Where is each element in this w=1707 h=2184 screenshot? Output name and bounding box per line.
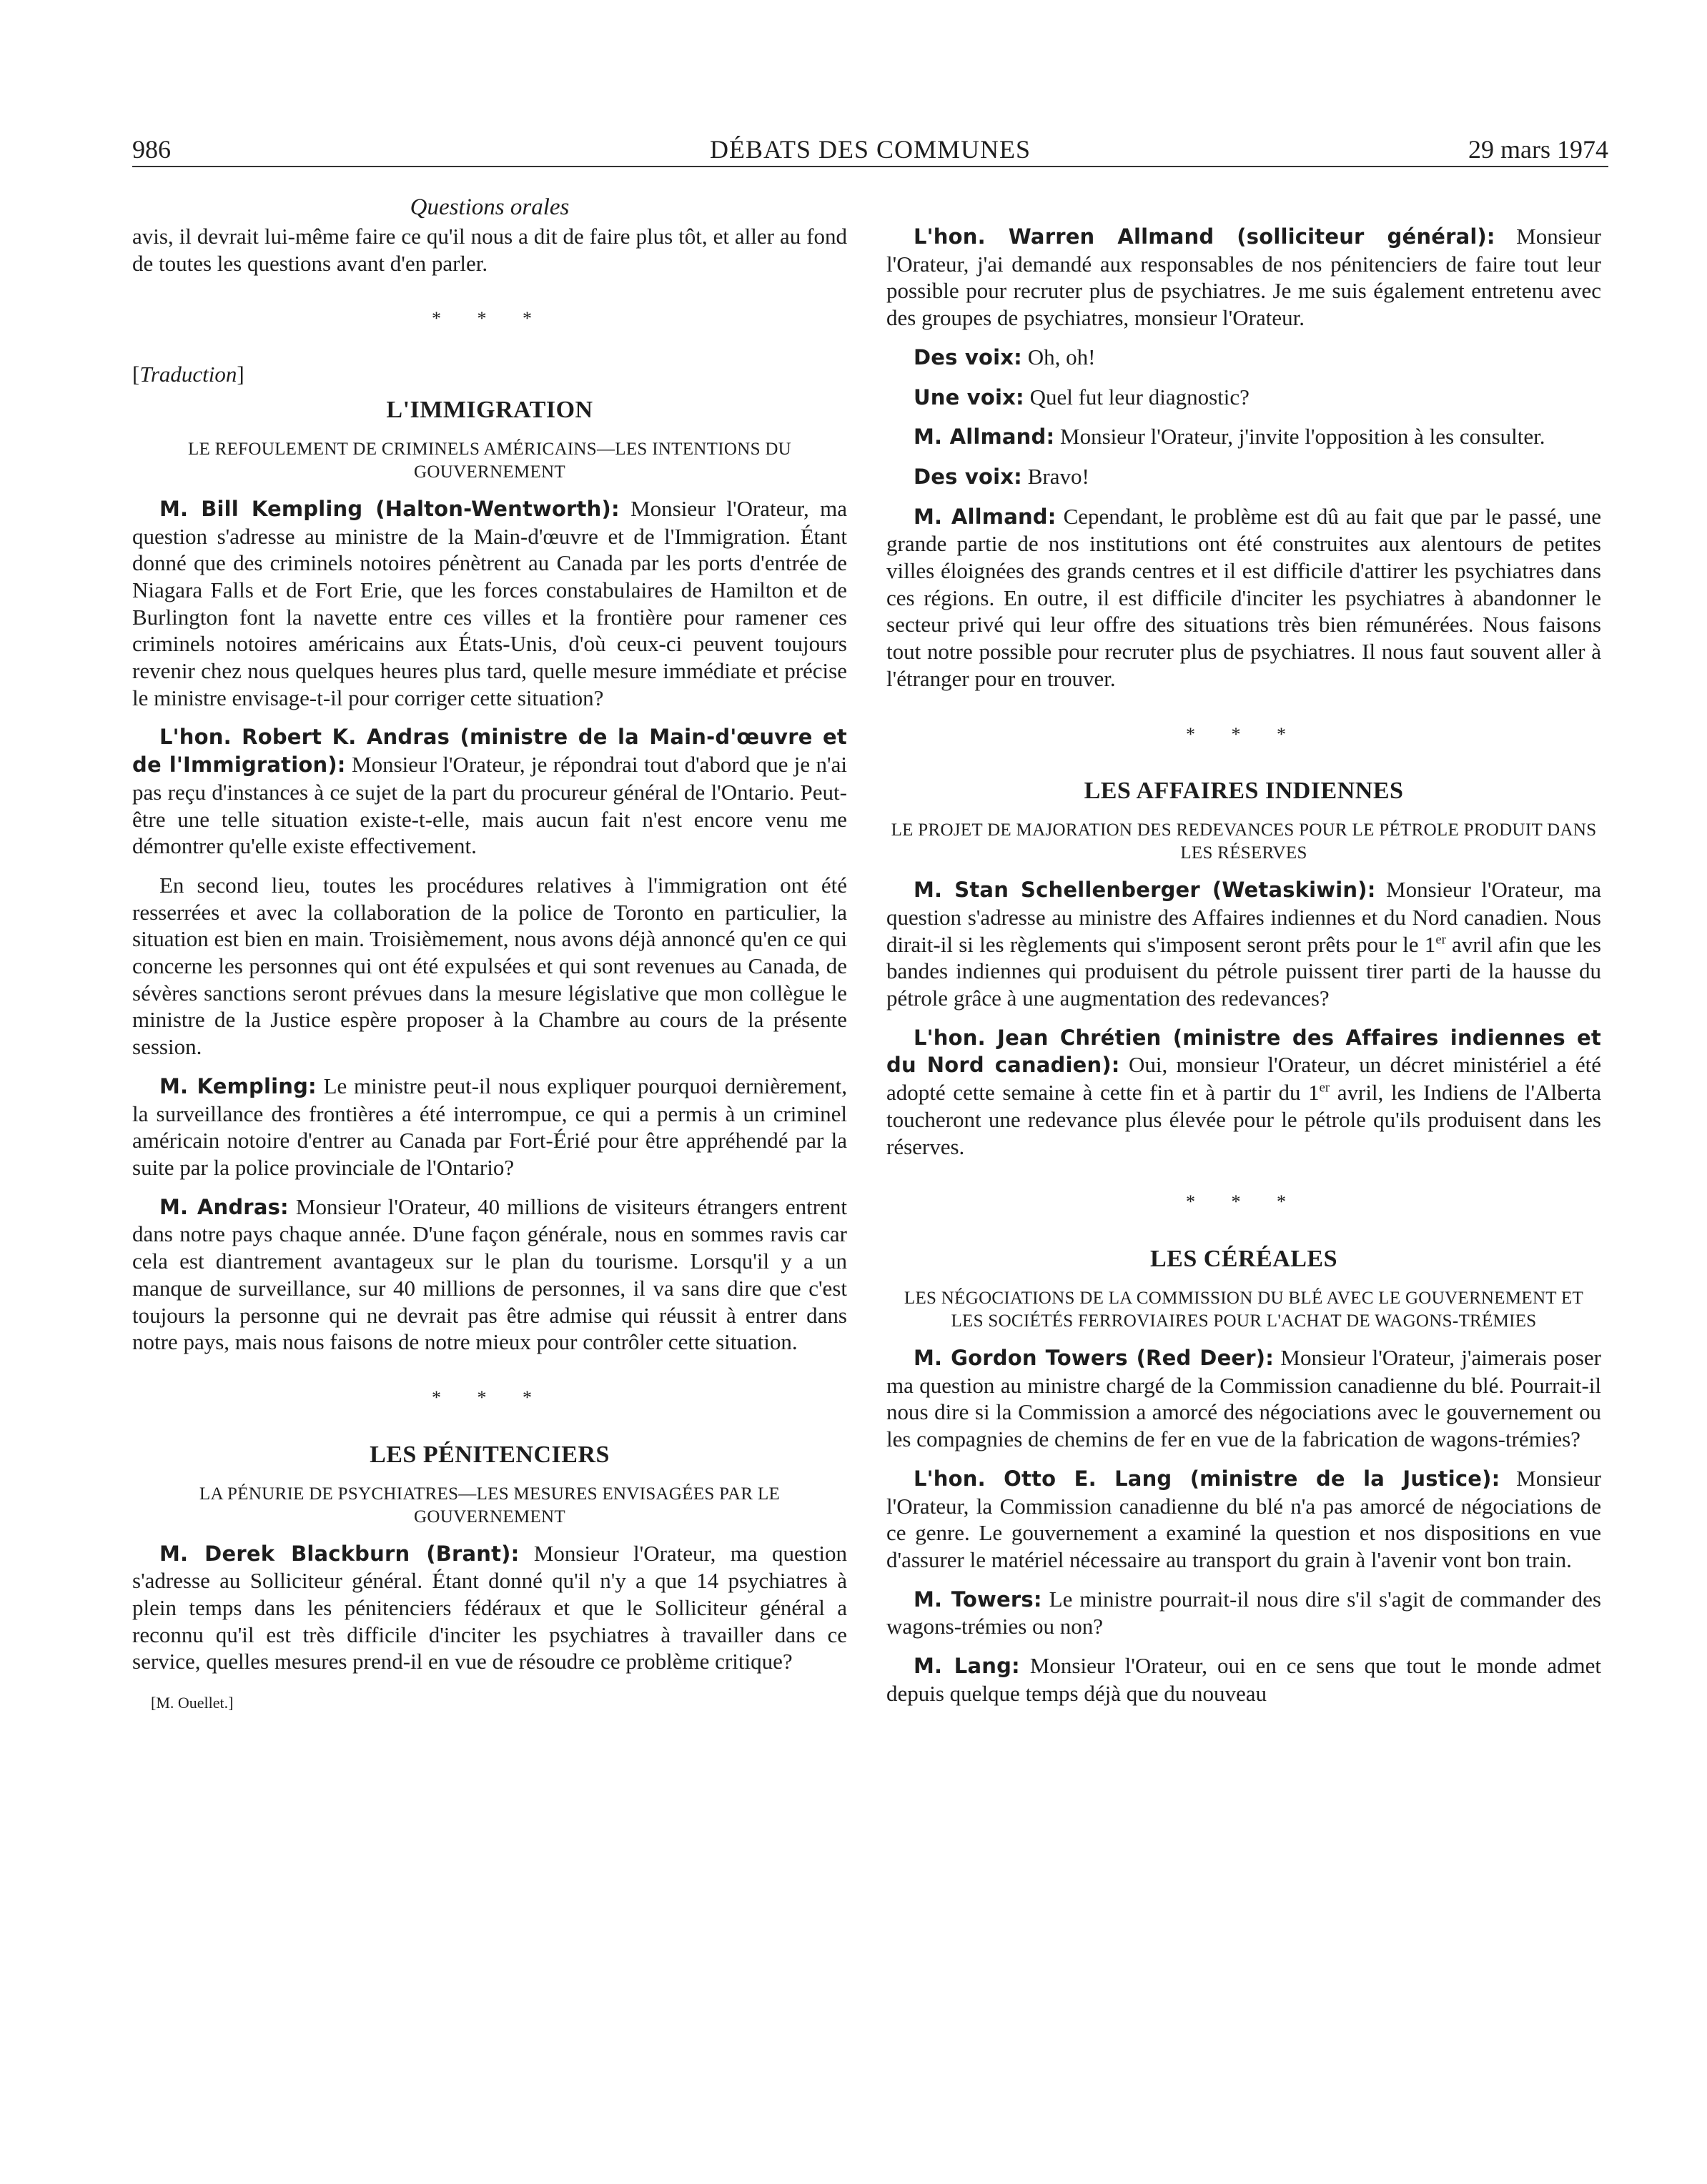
section-rubric: Questions orales (410, 194, 570, 220)
paragraph: En second lieu, toutes les procédures relatives à l'immigration ont été resserrées et avec la collaboration de la police de Toronto en particulier, la situation est bien en main. Troisièmement, nous avons déjà annoncé qu'en ce qui concerne les personnes qui ont été expulsées et qui sont revenues au Canada, de sévères sanctions seront prévues dans la mesure législative que mon collègue le ministre de la Justice espère proposer à la Chambre au cours de la présente session. (132, 872, 847, 1060)
section-subtitle: LA PÉNURIE DE PSYCHIATRES—LES MESURES ENVISAGÉES PAR LE GOUVERNEMENT (199, 1484, 781, 1527)
paragraph: Des voix: Bravo! (914, 463, 1089, 489)
left-column (132, 223, 847, 1717)
speaker-name: M. Andras: (159, 1194, 289, 1219)
running-title: DÉBATS DES COMMUNES (709, 135, 1031, 164)
paragraph: M. Allmand: Monsieur l'Orateur, j'invite l'opposition à les consulter. (914, 424, 1545, 450)
section-separator: * * * (432, 1386, 548, 1408)
speaker-name: L'hon. Robert K. Andras (ministre de la Main-d'œuvre et de l'Immigration): (132, 725, 847, 778)
speaker-name: M. Kempling: (159, 1073, 317, 1098)
speaker-name: M. Towers: (914, 1587, 1042, 1612)
speaker-name: M. Stan Schellenberger (Wetaskiwin): (914, 878, 1376, 903)
speaker-name: Des voix: (914, 344, 1022, 369)
paragraph: M. Towers: Le ministre pourrait-il nous dire s'il s'agit de commander des wagons-trémies ou non? (886, 1586, 1601, 1639)
page-header (132, 133, 1608, 167)
paragraph: L'hon. Otto E. Lang (ministre de la Justice): Monsieur l'Orateur, la Commission canadienne du blé n'a pas amorcé de négociations de ce genre. Le gouvernement a examiné la question et nos dispositions en vue d'assurer le matériel nécessaire au transport du grain à l'avenir vont bon train. (886, 1465, 1601, 1572)
paragraph: M. Allmand: Cependant, le problème est dû au fait que par le passé, une grande partie de nos institutions ont été construites aux alentours de petites villes éloignées des grands centres et il est difficile d'attirer les psychiatres dans ces régions. En outre, il est difficile d'inciter les psychiatres à abandonner le secteur privé qui leur offre des situations très bien rémunérées. Nous faisons tout notre possible pour recruter plus de psychiatres. Il nous faut souvent aller à l'étranger pour en trouver. (886, 503, 1601, 691)
speaker-name: Une voix: (914, 384, 1024, 409)
paragraph: Des voix: Oh, oh! (914, 344, 1096, 369)
section-subtitle: LE PROJET DE MAJORATION DES REDEVANCES POUR LE PÉTROLE PRODUIT DANS LES RÉSERVES (891, 820, 1597, 863)
speaker-name: M. Allmand: (914, 504, 1057, 529)
speaker-name: L'hon. Jean Chrétien (ministre des Affaires indiennes et du Nord canadien): (886, 1025, 1601, 1078)
right-column (886, 223, 1601, 1719)
paragraph: L'hon. Jean Chrétien (ministre des Affaires indiennes et du Nord canadien): Oui, monsieur l'Orateur, un décret ministériel a été adopté cette semaine à cette fin et à partir du 1er avril, les Indiens de l'Alberta toucheront une redevance plus élevée pour le pétrole qu'ils produisent dans les réserves. (886, 1025, 1601, 1159)
paragraph: avis, il devrait lui-même faire ce qu'il nous a dit de faire plus tôt, et aller au fond de toutes les questions avant d'en parler. (132, 224, 847, 276)
paragraph: M. Gordon Towers (Red Deer): Monsieur l'Orateur, j'aimerais poser ma question au ministre chargé de la Commission canadienne du blé. Pourrait-il nous dire si la Commission a amorcé des négociations avec le gouvernement ou les compagnies de chemins de fer en vue de la fabrication de wagons-trémies? (886, 1344, 1602, 1452)
paragraph: M. Derek Blackburn (Brant): Monsieur l'Orateur, ma question s'adresse au Solliciteur général. Étant donné qu'il n'y a que 14 psychiatres à plein temps dans les pénitenciers fédéraux et que le Solliciteur général a reconnu qu'il est très difficile d'inciter les psychiatres à travailler dans ce service, quelles mesures prend-il en vue de résoudre ce problème critique? (132, 1540, 848, 1674)
paragraph: L'hon. Robert K. Andras (ministre de la Main-d'œuvre et de l'Immigration): Monsieur l'Orateur, je répondrai tout d'abord que je n'ai pas reçu d'instances à ce sujet de la part du procureur général de l'Ontario. Peut-être une telle situation existe-t-elle, mais aucun fait n'est encore venu me démontrer qu'elle existe effectivement. (132, 725, 848, 859)
paragraph: L'hon. Warren Allmand (solliciteur général): Monsieur l'Orateur, j'ai demandé aux responsables de nos pénitenciers de faire tout leur possible pour recruter plus de psychiatres. Je me suis également entretenu avec des groupes de psychiatres, monsieur l'Orateur. (886, 224, 1601, 331)
page-number: 986 (132, 135, 171, 164)
speaker-name: M. Gordon Towers (Red Deer): (914, 1345, 1275, 1370)
section-title: LES AFFAIRES INDIENNES (1084, 778, 1404, 805)
speaker-name: Des voix: (914, 464, 1022, 489)
speaker-name: L'hon. Warren Allmand (solliciteur général): (914, 224, 1495, 249)
paragraph: M. Andras: Monsieur l'Orateur, 40 millions de visiteurs étrangers entrent dans notre pays chaque année. D'une façon générale, nous en sommes ravis car cela est diantrement avantageux sur le plan du tourisme. Lorsqu'il y a un manque de surveillance, sur 40 millions de personnes, il va sans dire que c'est toujours la personne qui ne devrait pas être admise qui réussit à entrer dans notre pays, mais nous faisons de notre mieux pour contrôler cette situation. (132, 1193, 847, 1355)
paragraph: M. Lang: Monsieur l'Orateur, oui en ce sens que tout le monde admet depuis quelque temps déjà que du nouveau (886, 1653, 1602, 1706)
section-separator: * * * (1186, 723, 1302, 745)
paragraph: M. Stan Schellenberger (Wetaskiwin): Monsieur l'Orateur, ma question s'adresse au ministre des Affaires indiennes et du Nord canadien. Nous dirait-il si les règlements qui s'imposent seront prêts pour le 1er avril afin que les bandes indiennes qui produisent du pétrole puissent tirer parti de la hausse du pétrole grâce à une augmentation des redevances? (886, 877, 1601, 1011)
page-date: 29 mars 1974 (1468, 135, 1608, 164)
speaker-name: L'hon. Otto E. Lang (ministre de la Justice): (914, 1466, 1500, 1491)
section-title: LES PÉNITENCIERS (370, 1441, 610, 1468)
section-subtitle: LES NÉGOCIATIONS DE LA COMMISSION DU BLÉ AVEC LE GOUVERNEMENT ET LES SOCIÉTÉS FERROVIAIRES POUR L'ACHAT DE WAGONS-TRÉMIES (904, 1288, 1584, 1331)
translation-note: [Traduction] (132, 362, 244, 387)
speaker-name: M. Derek Blackburn (Brant): (159, 1541, 520, 1566)
section-title: LES CÉRÉALES (1149, 1245, 1338, 1272)
speaker-footnote: [M. Ouellet.] (151, 1694, 234, 1712)
paragraph: M. Bill Kempling (Halton-Wentworth): Monsieur l'Orateur, ma question s'adresse au ministre de la Main-d'œuvre et de l'Immigration. Étant donné que des criminels notoires pénètrent au Canada par les ports d'entrée de Niagara Falls et de Fort Erie, que les forces constabulaires de Hamilton et de Burlington font la navette entre ces villes et la frontière pour ramener ces criminels notoires américains aux États-Unis, d'où ceux-ci peuvent toujours revenir chez nous quelques heures plus tard, quelle mesure immédiate et précise le ministre envisage-t-il pour corriger cette situation? (132, 495, 847, 710)
section-separator: * * * (432, 308, 548, 329)
speaker-name: M. Bill Kempling (Halton-Wentworth): (159, 496, 620, 521)
paragraph: M. Kempling: Le ministre peut-il nous expliquer pourquoi dernièrement, la surveillance des frontières a été interrompue, ce qui a permis à un criminel américain notoire d'entrer au Canada par Fort-Érié pour être appréhendé par la suite par la police provinciale de l'Ontario? (132, 1073, 847, 1180)
speaker-name: M. Allmand: (914, 425, 1055, 450)
paragraph: Une voix: Quel fut leur diagnostic? (914, 384, 1250, 409)
section-separator: * * * (1186, 1191, 1302, 1213)
section-title: L'IMMIGRATION (386, 396, 593, 423)
speaker-name: M. Lang: (914, 1654, 1020, 1679)
section-subtitle: LE REFOULEMENT DE CRIMINELS AMÉRICAINS—LES INTENTIONS DU GOUVERNEMENT (187, 439, 792, 482)
